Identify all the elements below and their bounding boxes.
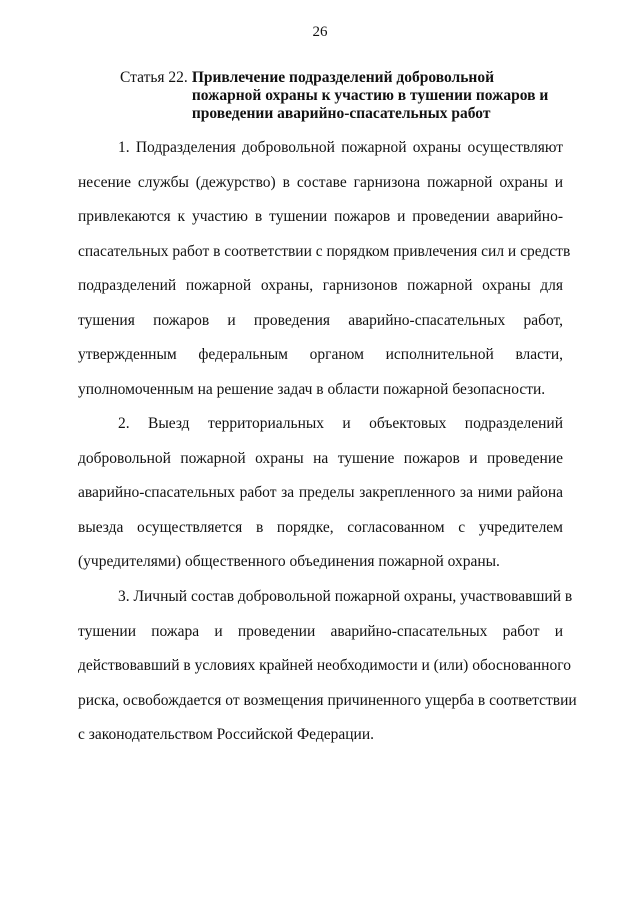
paragraph-3	[78, 580, 577, 753]
paragraph-line: с законодательством Российской Федерации.	[78, 726, 375, 743]
page-number: 26	[312, 24, 328, 40]
paragraph-line: действовавший в условиях крайней необходимости и (или) обоснованного	[78, 657, 571, 674]
paragraph-1	[78, 131, 571, 407]
paragraph-2	[78, 407, 563, 580]
paragraph-line: 3. Личный состав добровольной пожарной охраны, участвовавший в	[118, 588, 573, 605]
paragraph-line: утвержденным федеральным органом исполнительной власти,	[78, 346, 563, 363]
paragraph-line: спасательных работ в соответствии с порядком привлечения сил и средств	[78, 242, 571, 260]
paragraph-line: тушении пожара и проведении аварийно-спасательных работ и	[78, 622, 563, 640]
article-title: Привлечение подразделений добровольной пожарной охраны к участию в тушении пожаров и проведении аварийно-спасательных работ	[191, 69, 549, 122]
paragraph-line: тушения пожаров и проведения аварийно-спасательных работ,	[78, 311, 563, 329]
paragraph-line: аварийно-спасательных работ за пределы закрепленного за ними района	[78, 484, 563, 501]
paragraph-line: подразделений пожарной охраны, гарнизонов пожарной охраны для	[78, 277, 563, 294]
paragraph-line: риска, освобождается от возмещения причиненного ущерба в соответствии	[78, 691, 577, 709]
article-heading	[120, 69, 580, 123]
paragraph-line: 1. Подразделения добровольной пожарной охраны осуществляют	[118, 139, 563, 156]
paragraph-line: выезда осуществляется в порядке, согласованном с учредителем	[78, 518, 563, 536]
paragraph-line: 2. Выезд территориальных и объектовых подразделений	[118, 415, 563, 432]
paragraph-line: (учредителями) общественного объединения пожарной охраны.	[78, 553, 500, 570]
paragraph-line: несение службы (дежурство) в составе гарнизона пожарной охраны и	[78, 173, 563, 191]
paragraph-line: добровольной пожарной охраны на тушение пожаров и проведение	[78, 449, 563, 467]
paragraph-line: привлекаются к участию в тушении пожаров и проведении аварийно-	[78, 208, 563, 225]
paragraph-line: уполномоченным на решение задач в области пожарной безопасности.	[78, 380, 546, 398]
article-label: Статья 22.	[120, 69, 188, 86]
